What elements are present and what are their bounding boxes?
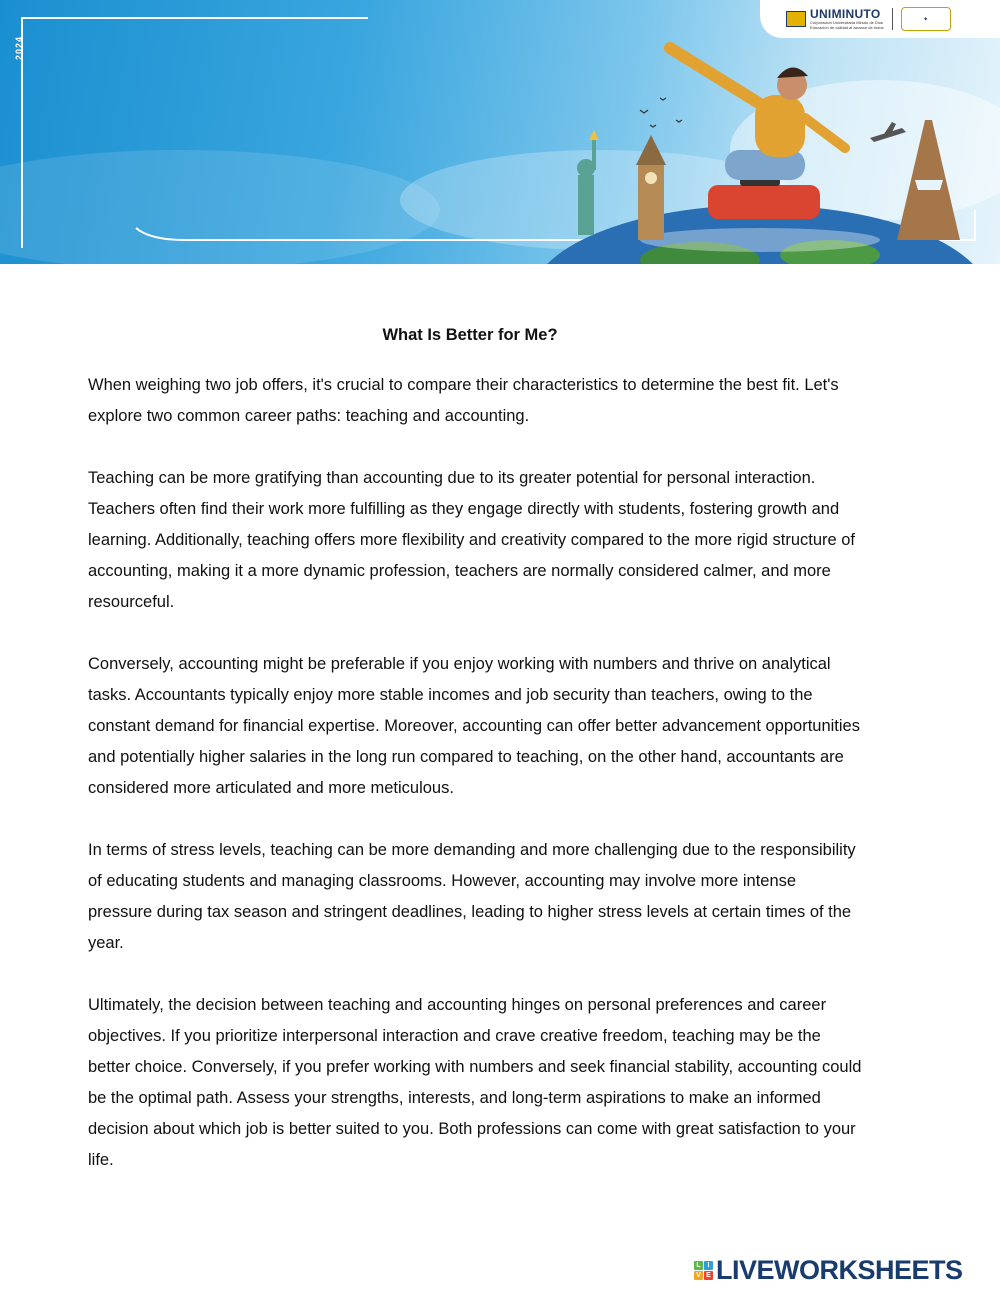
paragraph-intro: When weighing two job offers, it's crucial to compare their characteristics to determine the best fit. Let's explore two common career paths: teaching and accounting. <box>88 376 839 425</box>
lw-letter-l: L <box>694 1261 703 1270</box>
lw-letter-i: I <box>704 1261 713 1270</box>
lw-letter-e: E <box>704 1271 713 1280</box>
liveworksheets-wordmark: LIVEWORKSHEETS <box>716 1255 963 1285</box>
paragraph-conclusion: Ultimately, the decision between teaching and accounting hinges on personal preferences and career objectives. If you prioritize interpersonal interaction and crave creative freedom, teaching may be the better choice. Conversely, if you prefer working with numbers and seek financial stability, accounting could be the optimal path. Assess your strengths, interests, and long-term aspirations to make an informed decision about which job is better suited to you. Both professions can come with great satisfaction to your life. <box>88 996 862 1169</box>
logo-mark-icon <box>786 11 806 27</box>
birds <box>640 98 682 127</box>
logo-tagline: Educación de calidad al alcance de todos <box>810 25 884 30</box>
logo-text <box>810 8 884 30</box>
accreditation-seal-icon: ✦ <box>901 7 951 31</box>
liveworksheets-logo <box>694 1255 963 1286</box>
big-ben <box>636 135 666 240</box>
logo-divider <box>892 8 893 30</box>
paragraph-stress: In terms of stress levels, teaching can be more demanding and more challenging due to the responsibility of educating students and managing classrooms. However, accounting may involve more intense pressure during tax season and stringent deadlines, leading to higher stress levels at certain times of the year. <box>88 841 856 952</box>
institution-logo <box>760 0 1000 38</box>
paragraph-accounting: Conversely, accounting might be preferable if you enjoy working with numbers and thrive on analytical tasks. Accountants typically enjoy more stable incomes and job security than teachers, owing to the constant demand for financial expertise. Moreover, accounting can offer better advancement opportunities and potentially higher salaries in the long run compared to teaching, on the other hand, accountants are considered more articulated and more meticulous. <box>88 655 860 797</box>
year-label: 2024 <box>14 35 24 60</box>
logo-name: UNIMINUTO <box>810 7 881 21</box>
header-banner <box>0 0 1000 264</box>
banner-illustration <box>0 0 1000 264</box>
document-body <box>88 370 863 1207</box>
paragraph-teaching: Teaching can be more gratifying than accounting due to its greater potential for personal interaction. Teachers often find their work more fulfilling as they engage directly with students, fostering growth and learning. Additionally, teaching offers more flexibility and creativity compared to the more rigid structure of accounting, making it a more dynamic profession, teachers are normally considered calmer, and more resourceful. <box>88 469 856 611</box>
logo-subtitle: Corporación Universitaria Minuto de Dios <box>810 20 883 25</box>
page-title: What Is Better for Me? <box>382 326 558 344</box>
lw-letter-v: V <box>694 1271 703 1280</box>
liveworksheets-icon <box>694 1261 713 1280</box>
